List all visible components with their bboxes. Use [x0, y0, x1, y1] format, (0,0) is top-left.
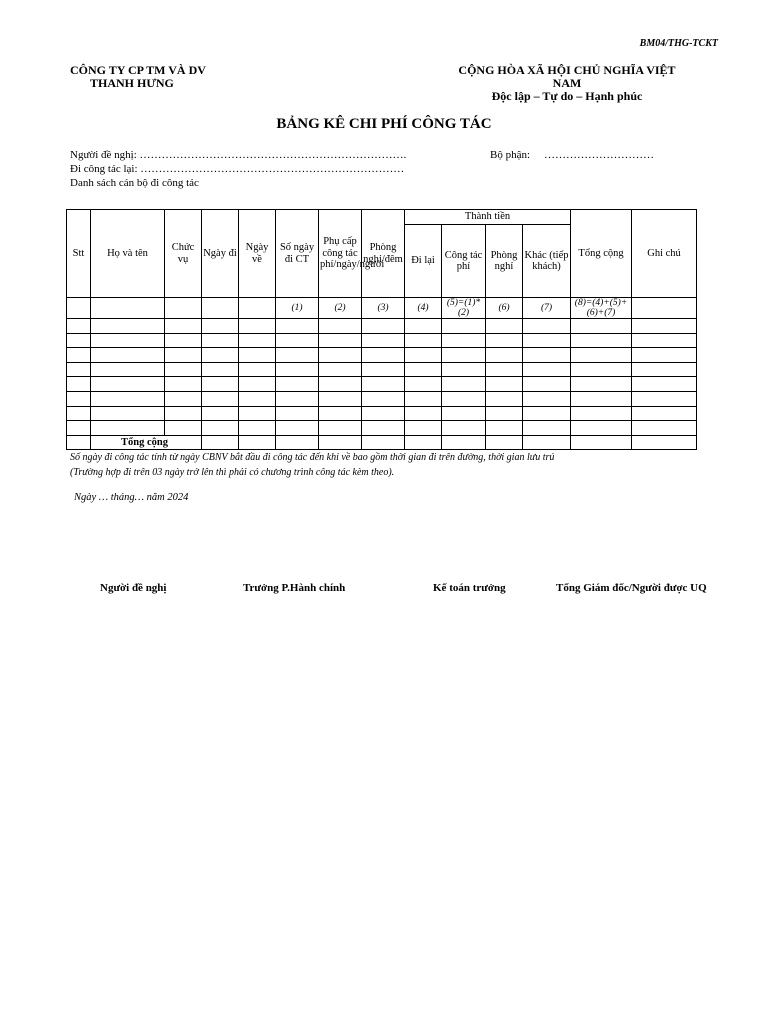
table-cell	[442, 406, 486, 421]
table-cell	[239, 319, 276, 334]
table-cell	[632, 406, 697, 421]
table-cell	[276, 348, 319, 363]
table-cell	[405, 319, 442, 334]
header-position: Chức vụ	[165, 210, 202, 298]
table-cell	[202, 391, 239, 406]
department-dots: …………………………	[544, 149, 655, 161]
code-grand-total: (8)=(4)+(5)+(6)+(7)	[571, 298, 632, 319]
table-cell	[632, 421, 697, 436]
code-cell	[67, 298, 91, 319]
table-cell	[202, 362, 239, 377]
header-allowance-total: Công tác phí	[442, 225, 486, 298]
table-cell	[362, 421, 405, 436]
table-cell	[91, 391, 165, 406]
table-cell	[319, 362, 362, 377]
total-cell	[571, 435, 632, 449]
table-cell	[442, 421, 486, 436]
table-cell	[165, 391, 202, 406]
table-cell	[239, 362, 276, 377]
form-code: BM04/THG-TCKT	[639, 38, 718, 49]
table-cell	[362, 348, 405, 363]
table-cell	[442, 348, 486, 363]
footnote	[70, 451, 554, 480]
table-cell	[67, 406, 91, 421]
total-cell	[319, 435, 362, 449]
total-cell	[202, 435, 239, 449]
table-cell	[571, 319, 632, 334]
table-cell	[523, 362, 571, 377]
table-cell	[165, 333, 202, 348]
date-line: Ngày … tháng… năm 2024	[74, 492, 189, 503]
code-cell	[202, 298, 239, 319]
table-cell	[276, 362, 319, 377]
total-cell	[276, 435, 319, 449]
table-cell	[632, 319, 697, 334]
table-cell	[523, 377, 571, 392]
table-cell	[239, 333, 276, 348]
table-cell	[486, 406, 523, 421]
table-cell	[165, 319, 202, 334]
signature-requester: Người đề nghị	[100, 582, 167, 594]
header-room-total: Phòng nghỉ	[486, 225, 523, 298]
code-cell	[165, 298, 202, 319]
table-cell	[239, 406, 276, 421]
code-room-total: (6)	[486, 298, 523, 319]
header-date-go: Ngày đi	[202, 210, 239, 298]
table-cell	[632, 333, 697, 348]
table-cell	[405, 377, 442, 392]
table-cell	[486, 391, 523, 406]
table-cell	[319, 333, 362, 348]
table-cell	[571, 377, 632, 392]
company-line1: CÔNG TY CP TM VÀ DV	[70, 63, 206, 77]
table-cell	[165, 421, 202, 436]
table-cell	[239, 391, 276, 406]
table-cell	[276, 319, 319, 334]
header-travel: Đi lại	[405, 225, 442, 298]
table-cell	[571, 333, 632, 348]
table-cell	[523, 333, 571, 348]
table-cell	[632, 377, 697, 392]
header-stt: Stt	[67, 210, 91, 298]
nation-motto: Độc lập – Tự do – Hạnh phúc	[491, 89, 643, 103]
code-allowance: (2)	[319, 298, 362, 319]
footnote-line2: (Trường hợp đi trên 03 ngày trở lên thì phải có chương trình công tác kèm theo).	[70, 466, 395, 478]
footnote-line1: Số ngày đi công tác tính từ ngày CBNV bắt đầu đi công tác đến khi về bao gồm thời gian đi trên đường, thời gian lưu trú	[70, 452, 555, 463]
code-allowance-total: (5)=(1)*(2)	[442, 298, 486, 319]
table-row	[67, 377, 697, 392]
table-cell	[571, 348, 632, 363]
table-cell	[523, 421, 571, 436]
table-cell	[91, 362, 165, 377]
table-cell	[239, 377, 276, 392]
total-cell	[405, 435, 442, 449]
table-cell	[362, 391, 405, 406]
table-cell	[91, 348, 165, 363]
company-line2: THANH HƯNG	[90, 76, 174, 90]
staff-list-label: Danh sách cán bộ đi công tác	[70, 177, 199, 189]
table-cell	[632, 391, 697, 406]
code-cell	[239, 298, 276, 319]
table-cell	[405, 406, 442, 421]
header-date-back: Ngày về	[239, 210, 276, 298]
table-cell	[276, 391, 319, 406]
signature-admin-head: Trưởng P.Hành chính	[243, 582, 346, 594]
table-cell	[276, 377, 319, 392]
table-cell	[319, 421, 362, 436]
table-cell	[523, 406, 571, 421]
table-cell	[239, 421, 276, 436]
destination-line: Đi công tác lại: ………………………………………………………………	[70, 163, 405, 175]
table-cell	[91, 377, 165, 392]
table-cell	[362, 333, 405, 348]
total-cell	[632, 435, 697, 449]
table-cell	[91, 406, 165, 421]
table-cell	[486, 377, 523, 392]
table-cell	[405, 421, 442, 436]
table-cell	[362, 319, 405, 334]
table-cell	[362, 377, 405, 392]
table-cell	[571, 362, 632, 377]
table-cell	[486, 362, 523, 377]
table-cell	[442, 362, 486, 377]
table-cell	[362, 362, 405, 377]
table-row	[67, 319, 697, 334]
code-cell	[632, 298, 697, 319]
table-cell	[319, 391, 362, 406]
requester-line: Người đề nghị: ……………………………………………………………….	[70, 149, 407, 161]
table-cell	[362, 406, 405, 421]
total-cell	[523, 435, 571, 449]
table-cell	[319, 377, 362, 392]
table-cell	[405, 333, 442, 348]
table-cell	[442, 319, 486, 334]
header-note: Ghi chú	[632, 210, 697, 298]
table-cell	[523, 319, 571, 334]
table-cell	[486, 348, 523, 363]
header-grand-total: Tổng cộng	[571, 210, 632, 298]
table-cell	[67, 362, 91, 377]
table-cell	[67, 348, 91, 363]
table-cell	[67, 319, 91, 334]
table-cell	[67, 333, 91, 348]
table-cell	[442, 333, 486, 348]
table-row	[67, 333, 697, 348]
table-cell	[319, 319, 362, 334]
code-travel: (4)	[405, 298, 442, 319]
table-cell	[632, 362, 697, 377]
table-cell	[442, 377, 486, 392]
table-cell	[486, 333, 523, 348]
department-label: Bộ phận:	[490, 149, 531, 161]
table-cell	[165, 377, 202, 392]
table-cell	[486, 421, 523, 436]
header-allowance: Phụ cấp công tác phí/ngày/người	[319, 210, 362, 298]
table-cell	[276, 333, 319, 348]
table-cell	[202, 377, 239, 392]
table-cell	[165, 406, 202, 421]
table-cell	[632, 348, 697, 363]
table-cell	[523, 348, 571, 363]
table-cell	[571, 421, 632, 436]
code-days: (1)	[276, 298, 319, 319]
table-cell	[67, 391, 91, 406]
table-cell	[276, 406, 319, 421]
table-row	[67, 348, 697, 363]
header-name: Họ và tên	[91, 210, 165, 298]
total-cell	[486, 435, 523, 449]
table-cell	[571, 391, 632, 406]
table-cell	[319, 348, 362, 363]
national-header	[453, 64, 681, 103]
total-cell	[442, 435, 486, 449]
table-cell	[67, 421, 91, 436]
nation-line1: CỘNG HÒA XÃ HỘI CHỦ NGHĨA VIỆT NAM	[458, 63, 676, 90]
company-name	[70, 64, 206, 90]
code-cell	[91, 298, 165, 319]
table-cell	[276, 421, 319, 436]
table-cell	[202, 348, 239, 363]
table-cell	[442, 391, 486, 406]
header-other: Khác (tiếp khách)	[523, 225, 571, 298]
table-cell	[405, 348, 442, 363]
table-cell	[91, 421, 165, 436]
total-cell	[239, 435, 276, 449]
total-label: Tổng cộng	[91, 435, 202, 449]
header-amount-group: Thành tiền	[405, 210, 571, 225]
table-cell	[202, 319, 239, 334]
table-cell	[571, 406, 632, 421]
table-cell	[239, 348, 276, 363]
table-cell	[67, 377, 91, 392]
table-row	[67, 362, 697, 377]
table-row	[67, 391, 697, 406]
department-line	[490, 149, 654, 161]
code-room: (3)	[362, 298, 405, 319]
document-title: BẢNG KÊ CHI PHÍ CÔNG TÁC	[276, 116, 492, 132]
header-days: Số ngày đi CT	[276, 210, 319, 298]
table-row	[67, 406, 697, 421]
total-cell	[362, 435, 405, 449]
table-cell	[202, 333, 239, 348]
table-cell	[91, 333, 165, 348]
table-cell	[91, 319, 165, 334]
table-cell	[405, 362, 442, 377]
signature-director: Tổng Giám đốc/Người được UQ	[556, 582, 707, 594]
table-cell	[486, 319, 523, 334]
table-cell	[202, 406, 239, 421]
header-room: Phòng nghỉ/đêm	[362, 210, 405, 298]
expense-table	[66, 209, 697, 450]
table-cell	[319, 406, 362, 421]
table-cell	[202, 421, 239, 436]
table-row	[67, 421, 697, 436]
code-other: (7)	[523, 298, 571, 319]
table-cell	[165, 362, 202, 377]
table-cell	[165, 348, 202, 363]
table-cell	[405, 391, 442, 406]
total-cell	[67, 435, 91, 449]
table-cell	[523, 391, 571, 406]
signature-chief-accountant: Kế toán trưởng	[433, 582, 506, 594]
